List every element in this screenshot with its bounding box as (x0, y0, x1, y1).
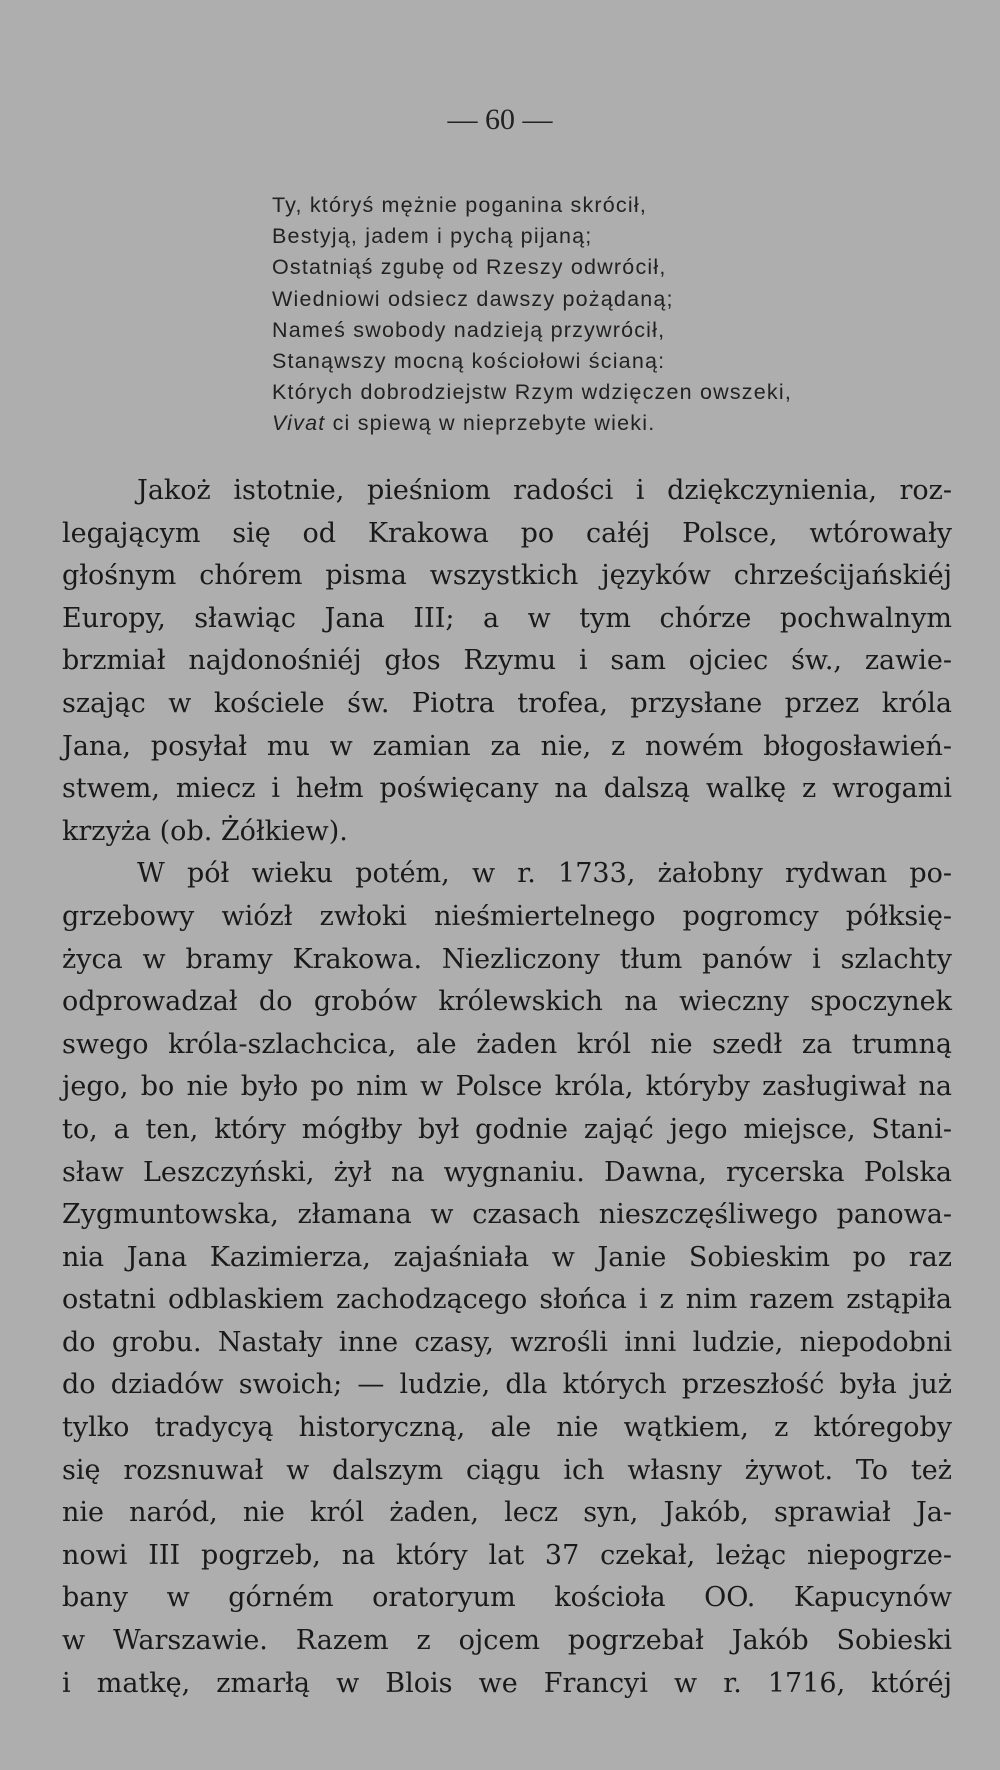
paragraph-line: Europy, sławiąc Jana III; a w tym chórze pochwalnym (62, 602, 952, 634)
paragraph-line: W pół wieku potém, w r. 1733, żałobny rydwan po- (137, 858, 952, 890)
paragraph-line: szając w kościele św. Piotra trofea, przysłane przez króla (62, 687, 952, 719)
paragraph-line: życa w bramy Krakowa. Niezliczony tłum panów i szlachty (62, 943, 952, 975)
paragraph-line: nowi III pogrzeb, na który lat 37 czekał, leżąc niepogrze- (62, 1539, 952, 1571)
poem-vivat-word: Vivat (272, 411, 326, 436)
paragraph-line: w Warszawie. Razem z ojcem pogrzebał Jakób Sobieski (62, 1625, 952, 1657)
paragraph-line: się rozsnuwał w dalszym ciągu ich własny żywot. To też (62, 1454, 952, 1486)
paragraph-line: odprowadzał do grobów królewskich na wieczny spoczynek (62, 986, 952, 1018)
paragraph-line: do grobu. Nastały inne czasy, wzrośli inni ludzie, niepodobni (62, 1326, 952, 1358)
poem-stanza (272, 190, 972, 440)
poem-line: Ty, któryś mężnie poganina skrócił, (272, 193, 647, 217)
poem-line: Nameś swobody nadzieją przywrócił, (272, 317, 666, 342)
paragraph-line: do dziadów swoich; — ludzie, dla których przeszłość była już (62, 1369, 952, 1401)
paragraph-line: ostatni odblaskiem zachodzącego słońca i z nim razem zstąpiła (62, 1284, 952, 1316)
prose-text (62, 470, 952, 1705)
poem-line: Stanąwszy mocną kościołowi ścianą: (272, 348, 666, 373)
paragraph-line: legającym się od Krakowa po całéj Polsce, wtórowały (62, 517, 952, 549)
poem-line: Ostatniąś zgubę od Rzeszy odwrócił, (272, 255, 667, 280)
paragraph-line: stwem, miecz i hełm poświęcany na dalszą walkę z wrogami (62, 773, 952, 805)
paragraph-line: tylko tradycyą historyczną, ale nie wątkiem, z któregoby (62, 1412, 952, 1444)
poem-line: Bestyją, jadem i pychą pijaną; (272, 224, 593, 249)
paragraph-line: to, a ten, który mógłby był godnie zająć jego miejsce, Stani- (62, 1113, 952, 1145)
poem-line: Wiedniowi odsiecz dawszy pożądaną; (272, 286, 674, 311)
paragraph-line: bany w górném oratoryum kościoła OO. Kapucynów (62, 1582, 952, 1614)
paragraph-line: Jana, posyłał mu w zamian za nie, z nowém błogosławień- (62, 730, 952, 762)
poem-line-last (272, 408, 972, 439)
paragraph-line: i matkę, zmarłą w Blois we Francyi w r. 1716, któréj (62, 1667, 952, 1699)
poem-line: Których dobrodziejstw Rzym wdzięczen owszeki, (272, 380, 792, 405)
paragraph-line: nia Jana Kazimierza, zajaśniała w Janie Sobieskim po raz (62, 1241, 952, 1273)
paragraph-line: Zygmuntowska, złamana w czasach nieszczęśliwego panowa- (62, 1199, 952, 1231)
poem-last-rest: ci spiewą w nieprzebyte wieki. (325, 411, 656, 436)
paragraph-line: głośnym chórem pisma wszystkich języków chrześcijańskiéj (62, 560, 952, 592)
paragraph-line: Jakoż istotnie, pieśniom radości i dziękczynienia, roz- (137, 475, 952, 506)
paragraph-line: sław Leszczyński, żył na wygnaniu. Dawna, rycerska Polska (62, 1156, 952, 1188)
paragraph-line: swego króla-szlachcica, ale żaden król nie szedł za trumną (62, 1028, 952, 1060)
paragraph-line: nie naród, nie król żaden, lecz syn, Jakób, sprawiał Ja- (62, 1497, 952, 1529)
page-number: — 60 — (447, 103, 553, 136)
paragraph-line: brzmiał najdonośniéj głos Rzymu i sam ojciec św., zawie- (62, 645, 952, 677)
paragraph-line: jego, bo nie było po nim w Polsce króla, któryby zasługiwał na (62, 1071, 952, 1103)
paragraph-line: grzebowy wiózł zwłoki nieśmiertelnego pogromcy półksię- (62, 900, 952, 932)
paragraph-line: krzyża (ob. Żółkiew). (62, 815, 348, 847)
